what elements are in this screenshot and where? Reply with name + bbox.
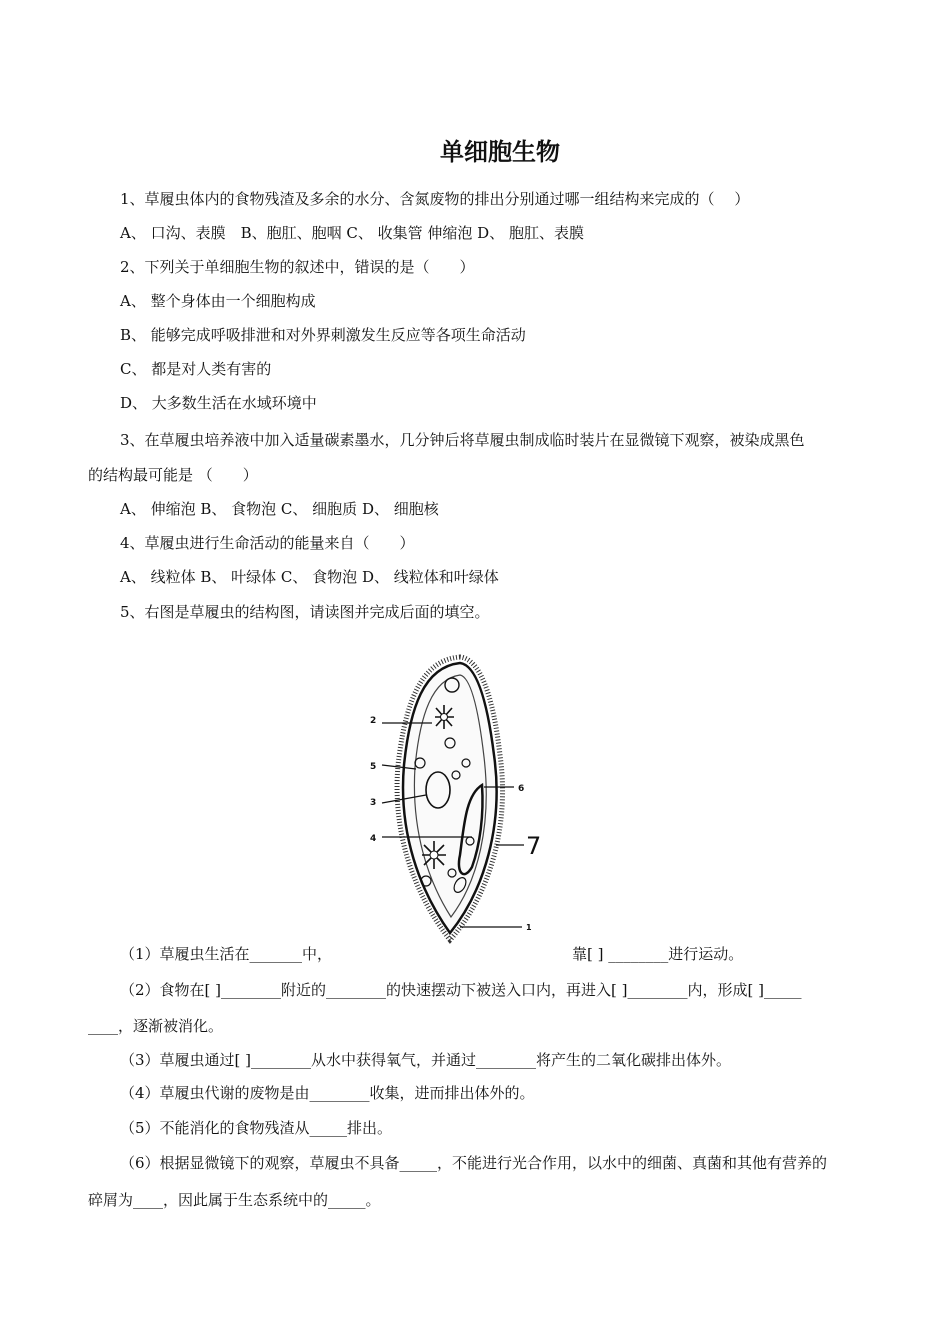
diagram-label-1: 1 [526,923,532,932]
fill-6-continued: 碎屑为____，因此属于生态系统中的_____。 [88,1191,381,1209]
diagram-label-4: 4 [370,834,377,844]
question-2-option-d: D、 大多数生活在水域环境中 [120,394,317,412]
fill-2: （2）食物在[ ]________附近的________的快速摆动下被送入口内，再进入[ ]________内，形成[ ]_____ [120,981,802,999]
question-3-options: A、 伸缩泡 B、 食物泡 C、 细胞质 D、 细胞核 [120,500,439,518]
question-3: 3、在草履虫培养液中加入适量碳素墨水，几分钟后将草履虫制成临时装片在显微镜下观察，被染成黑色 [120,431,805,449]
fill-2-continued: ____，逐渐被消化。 [88,1017,224,1035]
diagram-label-5: 5 [370,762,377,772]
question-4: 4、草履虫进行生命活动的能量来自（ ） [120,534,415,552]
question-1: 1、草履虫体内的食物残渣及多余的水分、含氮废物的排出分别通过哪一组结构来完成的（ ） [120,190,750,208]
question-2-option-c: C、 都是对人类有害的 [120,360,272,378]
question-4-options: A、 线粒体 B、 叶绿体 C、 食物泡 D、 线粒体和叶绿体 [120,568,499,586]
question-2-option-b: B、 能够完成呼吸排泄和对外界刺激发生反应等各项生命活动 [120,326,526,344]
fill-6: （6）根据显微镜下的观察，草履虫不具备_____，不能进行光合作用，以水中的细菌、真菌和其他有营养的 [120,1154,828,1172]
fill-1-left: （1）草履虫生活在_______中， [120,945,333,963]
question-5: 5、右图是草履虫的结构图，请读图并完成后面的填空。 [120,603,490,621]
diagram-label-3: 3 [370,798,377,808]
question-1-options: A、 口沟、表膜 B、胞肛、胞咽 C、 收集管 伸缩泡 D、 胞肛、表膜 [120,224,584,242]
page-title: 单细胞生物 [440,138,560,166]
fill-5: （5）不能消化的食物残渣从_____排出。 [120,1119,393,1137]
diagram-label-2: 2 [370,716,377,726]
paramecium-diagram [360,645,560,955]
fill-3: （3）草履虫通过[ ]________从水中获得氧气，并通过________将产生的二氧化碳排出体外。 [120,1051,732,1069]
fill-4: （4）草履虫代谢的废物是由________收集，进而排出体外的。 [120,1084,535,1102]
question-2-option-a: A、 整个身体由一个细胞构成 [120,292,316,310]
question-3-continued: 的结构最可能是 （ ） [88,466,258,484]
diagram-label-7: 7 [526,832,542,860]
fill-1-right: 靠[ ] ________进行运动。 [572,945,744,963]
diagram-label-6: 6 [518,784,525,794]
question-2: 2、下列关于单细胞生物的叙述中，错误的是（ ） [120,258,475,276]
